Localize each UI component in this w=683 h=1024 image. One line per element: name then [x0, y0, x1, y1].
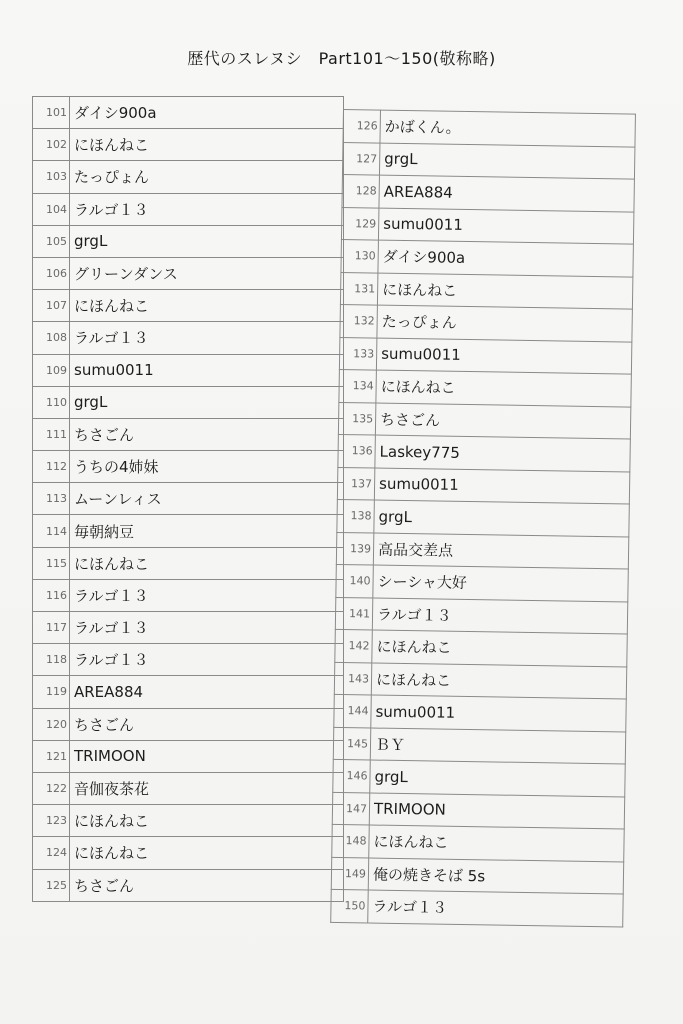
- entry-name: grgL: [70, 225, 344, 257]
- table-row: [339, 337, 631, 374]
- entry-number: 141: [335, 597, 373, 630]
- table-row: [341, 207, 633, 244]
- entry-number: 109: [33, 354, 70, 386]
- table-row: [33, 805, 344, 837]
- entry-number: 142: [335, 629, 373, 662]
- entry-name: ラルゴ１３: [70, 322, 344, 354]
- table-row: [336, 532, 628, 569]
- entry-name: にほんねこ: [377, 273, 632, 310]
- table-row: [340, 304, 632, 341]
- entry-number: 106: [33, 257, 70, 289]
- entry-name: ラルゴ１３: [372, 598, 627, 635]
- entry-name: sumu0011: [371, 695, 626, 732]
- table-row: [334, 662, 626, 699]
- entry-number: 146: [333, 759, 371, 792]
- table-row: [335, 597, 627, 634]
- entry-name: かばくん。: [380, 110, 635, 147]
- right-table-body: [331, 110, 636, 927]
- table-row: [33, 579, 344, 611]
- entry-number: 114: [33, 515, 70, 547]
- entry-name: TRIMOON: [70, 740, 344, 772]
- entry-number: 112: [33, 451, 70, 483]
- table-row: [33, 644, 344, 676]
- entry-name: にほんねこ: [70, 290, 344, 322]
- table-row: [33, 612, 344, 644]
- table-row: [335, 629, 627, 666]
- entry-number: 132: [340, 304, 378, 337]
- entry-number: 135: [338, 402, 376, 435]
- entry-number: 126: [343, 110, 381, 143]
- entry-number: 130: [341, 239, 379, 272]
- entry-name: sumu0011: [374, 468, 629, 505]
- entry-number: 134: [339, 369, 377, 402]
- table-row: [337, 499, 629, 536]
- entry-number: 137: [337, 467, 375, 500]
- entry-name: AREA884: [70, 676, 344, 708]
- entry-number: 101: [33, 97, 70, 129]
- table-row: [33, 708, 344, 740]
- table-row: [342, 142, 634, 179]
- table-row: [33, 740, 344, 772]
- left-table-body: [33, 97, 344, 902]
- entry-name: grgL: [374, 500, 629, 537]
- entry-number: 147: [332, 792, 370, 825]
- table-row: [341, 239, 633, 276]
- entry-name: ちさごん: [70, 708, 344, 740]
- entry-name: ちさごん: [70, 869, 344, 901]
- table-row: [33, 257, 344, 289]
- entry-name: ラルゴ１３: [70, 193, 344, 225]
- table-row: [33, 322, 344, 354]
- table-row: [33, 386, 344, 418]
- entry-number: 148: [332, 824, 370, 857]
- table-row: [33, 772, 344, 804]
- table-row: [340, 272, 632, 309]
- table-row: [343, 110, 635, 147]
- entry-name: シーシャ大好: [373, 565, 628, 602]
- right-table: [330, 109, 636, 927]
- entry-name: sumu0011: [70, 354, 344, 386]
- table-row: [333, 727, 625, 764]
- entry-number: 128: [342, 174, 380, 207]
- entry-number: 111: [33, 418, 70, 450]
- entry-number: 140: [336, 564, 374, 597]
- entry-number: 127: [342, 142, 380, 175]
- left-table: [32, 96, 344, 902]
- entry-name: grgL: [370, 760, 625, 797]
- entry-name: 高品交差点: [373, 533, 628, 570]
- entry-name: sumu0011: [378, 208, 633, 245]
- table-row: [33, 290, 344, 322]
- entry-name: にほんねこ: [70, 547, 344, 579]
- entry-number: 150: [331, 889, 369, 922]
- entry-name: ちさごん: [70, 418, 344, 450]
- table-row: [33, 418, 344, 450]
- entry-name: AREA884: [379, 175, 634, 212]
- entry-number: 116: [33, 579, 70, 611]
- table-row: [338, 402, 630, 439]
- entry-name: ダイシ900a: [70, 97, 344, 129]
- entry-number: 107: [33, 290, 70, 322]
- table-row: [33, 483, 344, 515]
- entry-name: 毎朝納豆: [70, 515, 344, 547]
- entry-number: 102: [33, 129, 70, 161]
- entry-number: 139: [336, 532, 374, 565]
- table-row: [33, 869, 344, 901]
- entry-name: ラルゴ１３: [70, 644, 344, 676]
- entry-number: 143: [334, 662, 372, 695]
- table-row: [336, 564, 628, 601]
- table-row: [332, 792, 624, 829]
- entry-number: 105: [33, 225, 70, 257]
- entry-number: 122: [33, 772, 70, 804]
- entry-number: 108: [33, 322, 70, 354]
- entry-name: ラルゴ１３: [70, 612, 344, 644]
- entry-name: にほんねこ: [371, 663, 626, 700]
- entry-name: ちさごん: [375, 403, 630, 440]
- entry-number: 113: [33, 483, 70, 515]
- entry-number: 123: [33, 805, 70, 837]
- entry-name: にほんねこ: [376, 370, 631, 407]
- table-row: [334, 694, 626, 731]
- entry-number: 145: [333, 727, 371, 760]
- entry-number: 118: [33, 644, 70, 676]
- entry-number: 131: [340, 272, 378, 305]
- entry-name: ダイシ900a: [378, 240, 633, 277]
- entry-number: 133: [339, 337, 377, 370]
- entry-number: 121: [33, 740, 70, 772]
- entry-name: grgL: [70, 386, 344, 418]
- entry-name: ラルゴ１３: [70, 579, 344, 611]
- table-row: [33, 547, 344, 579]
- table-row: [333, 759, 625, 796]
- table-row: [33, 354, 344, 386]
- table-row: [33, 193, 344, 225]
- table-row: [33, 225, 344, 257]
- entry-number: 110: [33, 386, 70, 418]
- entry-number: 129: [341, 207, 379, 240]
- entry-name: 俺の焼きそば 5s: [368, 857, 623, 894]
- entry-number: 125: [33, 869, 70, 901]
- table-row: [331, 857, 623, 894]
- page-title: 歴代のスレヌシ Part101～150(敬称略): [187, 49, 496, 68]
- entry-number: 120: [33, 708, 70, 740]
- table-row: [33, 451, 344, 483]
- table-row: [332, 824, 624, 861]
- entry-name: 音伽夜茶花: [70, 772, 344, 804]
- entry-name: にほんねこ: [372, 630, 627, 667]
- entry-number: 103: [33, 161, 70, 193]
- table-row: [33, 161, 344, 193]
- entry-number: 104: [33, 193, 70, 225]
- entry-name: grgL: [379, 143, 634, 180]
- entry-name: Laskey775: [375, 435, 630, 472]
- table-row: [33, 97, 344, 129]
- entry-number: 149: [331, 857, 369, 890]
- entry-name: ＢＹ: [370, 728, 625, 765]
- entry-name: たっぴょん: [377, 305, 632, 342]
- entry-name: たっぴょん: [70, 161, 344, 193]
- table-row: [33, 676, 344, 708]
- entry-name: にほんねこ: [369, 825, 624, 862]
- table-row: [331, 889, 623, 926]
- entry-name: にほんねこ: [70, 805, 344, 837]
- entry-name: グリーンダンス: [70, 257, 344, 289]
- table-row: [33, 837, 344, 869]
- table-row: [33, 515, 344, 547]
- entry-name: ムーンレィス: [70, 483, 344, 515]
- entry-name: にほんねこ: [70, 837, 344, 869]
- entry-name: うちの4姉妹: [70, 451, 344, 483]
- entry-number: 138: [337, 499, 375, 532]
- entry-name: TRIMOON: [369, 793, 624, 830]
- entry-number: 124: [33, 837, 70, 869]
- table-row: [33, 129, 344, 161]
- table-row: [337, 467, 629, 504]
- table-row: [338, 434, 630, 471]
- table-row: [342, 174, 634, 211]
- entry-number: 136: [338, 434, 376, 467]
- entry-name: にほんねこ: [70, 129, 344, 161]
- entry-number: 117: [33, 612, 70, 644]
- entry-number: 115: [33, 547, 70, 579]
- entry-number: 119: [33, 676, 70, 708]
- entry-name: sumu0011: [376, 338, 631, 375]
- entry-name: ラルゴ１３: [368, 890, 623, 927]
- table-row: [339, 369, 631, 406]
- entry-number: 144: [334, 694, 372, 727]
